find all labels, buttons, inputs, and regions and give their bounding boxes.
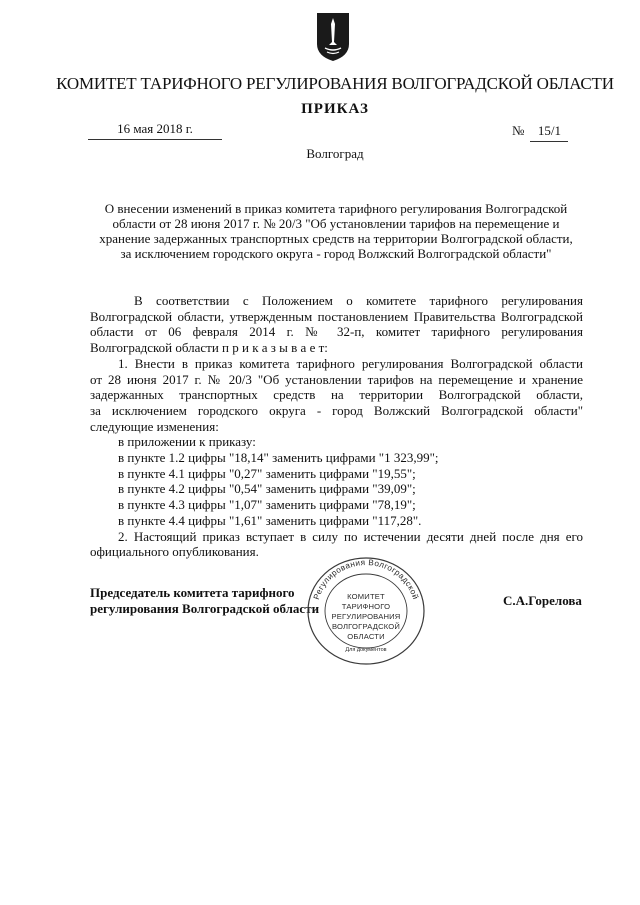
- organization-title: КОМИТЕТ ТАРИФНОГО РЕГУЛИРОВАНИЯ ВОЛГОГРАДСКОЙ ОБЛАСТИ: [56, 74, 614, 93]
- subject-line: О внесении изменений в приказ комитета тарифного регулирования Волгоградской: [104, 201, 568, 216]
- stamp-center-text: [305, 592, 427, 642]
- preamble-line: Волгоградской области п р и к а з ы в а е т:: [90, 340, 328, 356]
- signatory-position: [90, 585, 330, 617]
- change-item: в пункте 4.3 цифры "1,07" заменить цифрами "78,19";: [118, 497, 416, 513]
- item-1-line: следующие изменения:: [90, 418, 219, 434]
- item-1-line: за исключением городского округа - город Волжский Волгоградской области": [90, 402, 583, 418]
- signatory-position-line: регулирования Волгоградской области: [90, 601, 320, 616]
- city: Волгоград: [306, 146, 364, 161]
- number-sign: №: [512, 123, 525, 138]
- subject-line: хранение задержанных транспортных средств на территории Волгоградской области,: [99, 231, 573, 246]
- stamp-line: ОБЛАСТИ: [347, 632, 385, 641]
- stamp-arc-path: Регулирования Волгоградской: [311, 557, 421, 601]
- item-1-line: от 28 июня 2017 г. № 20/3 "Об установлении тарифов на перемещение и хранение: [90, 371, 583, 387]
- preamble-line: В соответствии с Положением о комитете тарифного регулирования: [134, 293, 583, 308]
- stamp-small-text: Для документов: [345, 647, 387, 653]
- subject-line: за исключением городского округа - город Волжский Волгоградской области": [120, 246, 552, 261]
- document-number: [512, 123, 568, 142]
- document-date: 16 мая 2018 г.: [88, 121, 222, 140]
- change-item: в пункте 1.2 цифры "18,14" заменить цифрами "1 323,99";: [118, 450, 439, 466]
- signatory-position-line: Председатель комитета тарифного: [90, 585, 295, 600]
- subject-line: области от 28 июня 2017 г. № 20/3 "Об установлении тарифов на перемещение и: [112, 216, 560, 231]
- document-type: ПРИКАЗ: [301, 101, 369, 117]
- subject-heading: [86, 201, 586, 261]
- item-1-line: задержанных транспортных средств на территории Волгоградской области,: [90, 387, 583, 403]
- stamp-line: ВОЛГОГРАДСКОЙ: [331, 622, 401, 631]
- number-value: 15/1: [530, 123, 568, 142]
- change-item: в пункте 4.1 цифры "0,27" заменить цифрами "19,55";: [118, 465, 416, 481]
- item-1-line: 1. Внести в приказ комитета тарифного регулирования Волгоградской области: [118, 355, 583, 371]
- document-body: [90, 293, 583, 560]
- stamp-line: РЕГУЛИРОВАНИЯ: [331, 612, 401, 621]
- item-2-line: 2. Настоящий приказ вступает в силу по истечении десяти дней после дня его: [118, 528, 583, 544]
- preamble-line: Волгоградской области, утвержденным постановлением Правительства Волгоградской: [90, 308, 583, 324]
- signatory-name: С.А.Горелова: [503, 593, 582, 608]
- coat-of-arms-icon: [316, 12, 350, 62]
- stamp-line: ТАРИФНОГО: [341, 602, 391, 611]
- preamble-paragraph: [90, 293, 583, 356]
- change-item: в пункте 4.4 цифры "1,61" заменить цифрами "117,28".: [118, 512, 422, 528]
- item-1-paragraph: [90, 356, 583, 435]
- official-stamp: [305, 556, 427, 666]
- stamp-line: КОМИТЕТ: [347, 592, 385, 601]
- item-2-line: официального опубликования.: [90, 544, 259, 560]
- change-item: в пункте 4.2 цифры "0,54" заменить цифрами "39,09";: [118, 481, 416, 497]
- preamble-line: области от 06 февраля 2014 г. № 32-п, комитет тарифного регулирования: [90, 324, 583, 340]
- changes-intro: в приложении к приказу:: [118, 434, 256, 450]
